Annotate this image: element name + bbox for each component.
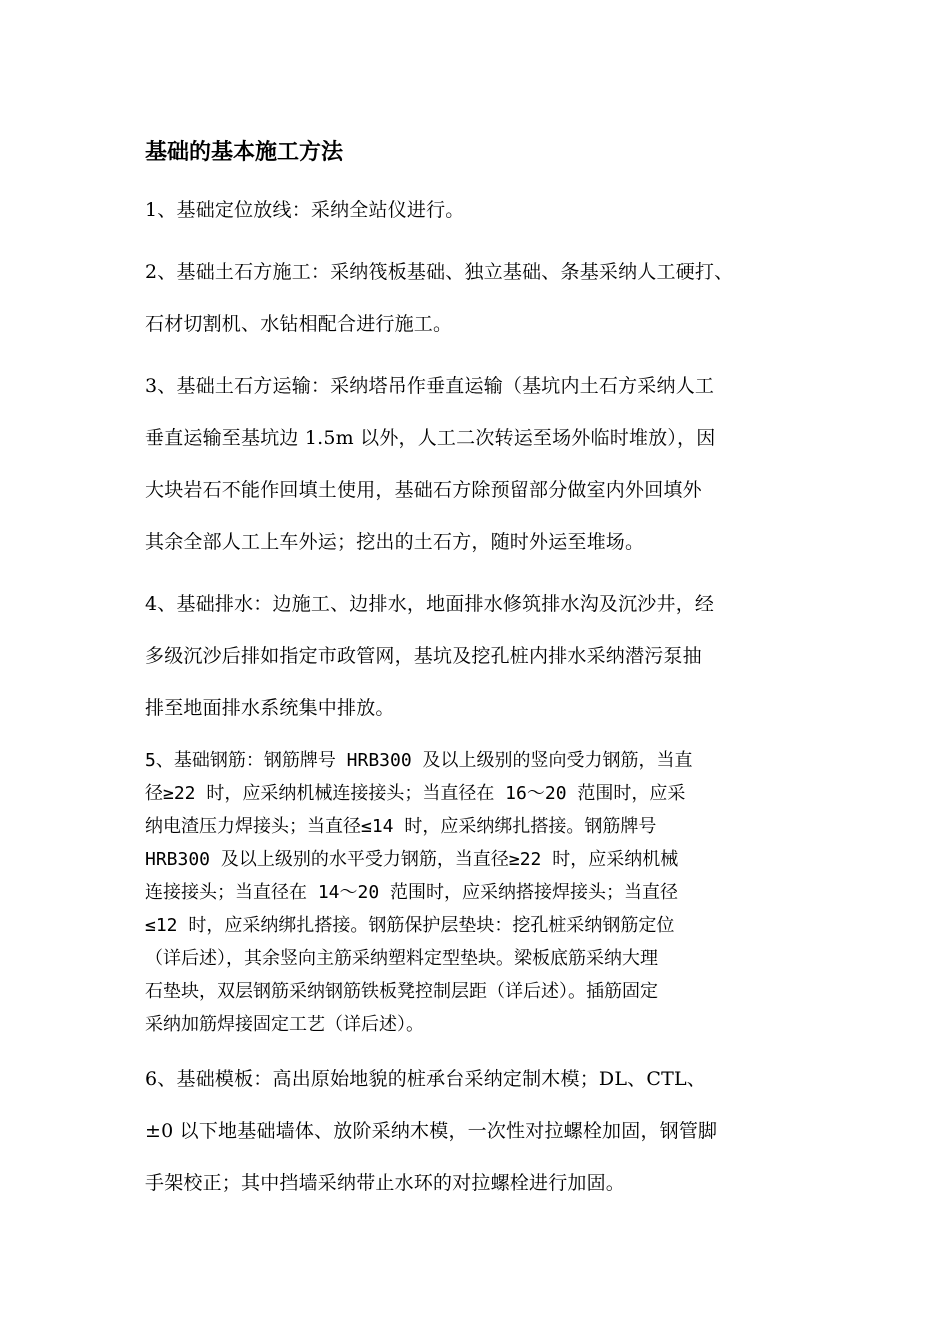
paragraph-line: ≤12 时，应采纳绑扎搭接。钢筋保护层垫块：挖孔桩采纳钢筋定位 — [145, 915, 675, 936]
paragraph-line: 大块岩石不能作回填土使用，基础石方除预留部分做室内外回填外 — [145, 479, 702, 501]
paragraph-2 — [145, 246, 825, 350]
paragraph-line: 2、基础土石方施工：采纳筏板基础、独立基础、条基采纳人工硬打、 — [145, 261, 734, 283]
paragraph-line: 6、基础模板：高出原始地貌的桩承台采纳定制木模；DL、CTL、 — [145, 1068, 706, 1090]
paragraph-line: 多级沉沙后排如指定市政管网，基坑及挖孔桩内排水采纳潜污泵抽 — [145, 645, 702, 667]
paragraph-line: 垂直运输至基坑边 1.5m 以外，人工二次转运至场外临时堆放），因 — [145, 427, 716, 449]
paragraph-5 — [145, 744, 825, 1041]
paragraph-line: 石材切割机、水钻相配合进行施工。 — [145, 313, 453, 335]
document-title: 基础的基本施工方法 — [145, 139, 344, 165]
paragraph-line: 径≥22 时，应采纳机械连接接头；当直径在 16～20 范围时，应采 — [145, 783, 686, 804]
paragraph-line: 纳电渣压力焊接头；当直径≤14 时，应采纳绑扎搭接。钢筋牌号 — [145, 816, 657, 837]
paragraph-line: 手架校正；其中挡墙采纳带止水环的对拉螺栓进行加固。 — [145, 1172, 626, 1194]
paragraph-line: 排至地面排水系统集中排放。 — [145, 697, 395, 719]
paragraph-line: 其余全部人工上车外运；挖出的土石方，随时外运至堆场。 — [145, 531, 645, 553]
paragraph-6 — [145, 1053, 825, 1209]
paragraph-line: 3、基础土石方运输：采纳塔吊作垂直运输（基坑内土石方采纳人工 — [145, 375, 715, 397]
paragraph-4 — [145, 578, 825, 734]
paragraph-line: 采纳加筋焊接固定工艺（详后述）。 — [145, 1014, 424, 1035]
paragraph-line: 石垫块，双层钢筋采纳钢筋铁板凳控制层距（详后述）。插筋固定 — [145, 981, 658, 1002]
paragraph-line: ±0 以下地基础墙体、放阶采纳木模，一次性对拉螺栓加固，钢管脚 — [145, 1120, 718, 1142]
paragraph-line: HRB300 及以上级别的水平受力钢筋，当直径≥22 时，应采纳机械 — [145, 849, 679, 870]
paragraph-line: 连接接头；当直径在 14～20 范围时，应采纳搭接焊接头；当直径 — [145, 882, 679, 903]
paragraph-3 — [145, 360, 825, 568]
document-body — [145, 132, 825, 1209]
paragraph-line: 4、基础排水：边施工、边排水，地面排水修筑排水沟及沉沙井，经 — [145, 593, 715, 615]
paragraph-line: 1、基础定位放线：采纳全站仪进行。 — [145, 199, 465, 221]
paragraph-line: 5、基础钢筋：钢筋牌号 HRB300 及以上级别的竖向受力钢筋，当直 — [145, 750, 693, 771]
paragraph-1 — [145, 184, 825, 236]
paragraph-line: （详后述），其余竖向主筋采纳塑料定型垫块。梁板底筋采纳大理 — [145, 948, 658, 969]
